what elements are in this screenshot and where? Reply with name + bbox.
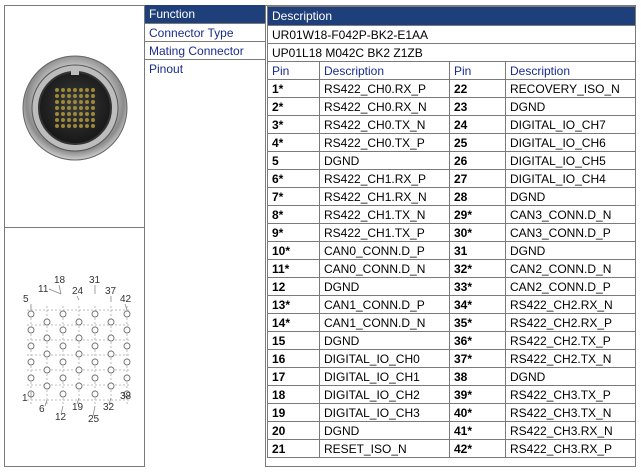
connector-contact <box>91 88 95 92</box>
pin-number-left: 15 <box>268 332 320 350</box>
connector-contact <box>91 124 95 128</box>
diagram-pin <box>92 391 98 397</box>
pin-number-right: 34* <box>450 296 506 314</box>
pinout-row <box>268 368 636 386</box>
pinout-row <box>268 350 636 368</box>
connector-contact <box>67 112 71 116</box>
pin-description-right: DIGITAL_IO_CH7 <box>506 116 636 134</box>
connector-type-row <box>268 26 636 44</box>
connector-contact <box>85 112 89 116</box>
pinout-row <box>268 188 636 206</box>
connector-contact <box>61 124 65 128</box>
mating-connector-value: UP01L18 M042C BK2 Z1ZB <box>268 44 636 62</box>
col-pin-left: Pin <box>268 62 320 80</box>
connector-contact <box>91 112 95 116</box>
diagram-pin <box>44 351 50 357</box>
col-desc-left: Description <box>320 62 450 80</box>
pinout-row <box>268 404 636 422</box>
diagram-pin <box>28 375 34 381</box>
connector-contact <box>67 94 71 98</box>
pin-description-left: RS422_CH0.RX_P <box>320 80 450 98</box>
pin-number-left: 6* <box>268 170 320 188</box>
connector-contact <box>61 100 65 104</box>
pinout-row <box>268 80 636 98</box>
col-pin-right: Pin <box>450 62 506 80</box>
pin-number-left: 18 <box>268 386 320 404</box>
connector-contact <box>79 118 83 122</box>
connector-type-value: UR01W18-F042P-BK2-E1AA <box>268 26 636 44</box>
pin-number-right: 28 <box>450 188 506 206</box>
pin-number-right: 26 <box>450 152 506 170</box>
pin-description-left: DIGITAL_IO_CH1 <box>320 368 450 386</box>
connector-photo <box>5 6 145 228</box>
diagram-pin <box>44 319 50 325</box>
pin-description-right: CAN3_CONN.D_N <box>506 206 636 224</box>
connector-contact <box>55 106 59 110</box>
pin-description-left: CAN1_CONN.D_P <box>320 296 450 314</box>
connector-contact <box>73 124 77 128</box>
connector-contact <box>55 124 59 128</box>
connector-contact <box>85 94 89 98</box>
pin-number-right: 33* <box>450 278 506 296</box>
pin-description-left: CAN0_CONN.D_N <box>320 260 450 278</box>
diagram-pin <box>76 351 82 357</box>
pinout-row <box>268 134 636 152</box>
pin-number-left: 19 <box>268 404 320 422</box>
pin-description-right: RS422_CH2.TX_N <box>506 350 636 368</box>
pin-description-left: CAN1_CONN.D_N <box>320 314 450 332</box>
diagram-pin <box>92 343 98 349</box>
pin-number-left: 14* <box>268 314 320 332</box>
connector-contact <box>91 94 95 98</box>
diagram-pin <box>124 375 130 381</box>
diagram-label-42: 42 <box>120 294 132 305</box>
pin-number-left: 3* <box>268 116 320 134</box>
function-column <box>144 5 266 467</box>
pin-number-right: 23 <box>450 98 506 116</box>
diagram-pin <box>92 311 98 317</box>
col-desc-right: Description <box>506 62 636 80</box>
connector-contact <box>91 100 95 104</box>
pin-number-left: 4* <box>268 134 320 152</box>
pin-description-left: RESET_ISO_N <box>320 440 450 458</box>
diagram-pin <box>76 367 82 373</box>
pinout-subheader-row <box>268 62 636 80</box>
diagram-pin <box>92 375 98 381</box>
pin-description-right: DIGITAL_IO_CH6 <box>506 134 636 152</box>
pinout-row <box>268 98 636 116</box>
connector-contact <box>55 118 59 122</box>
pin-number-right: 31 <box>450 242 506 260</box>
diagram-pin <box>124 311 130 317</box>
pinout-row <box>268 422 636 440</box>
diagram-pin <box>108 335 114 341</box>
pin-number-left: 17 <box>268 368 320 386</box>
pinout-row <box>268 314 636 332</box>
connector-contact <box>61 94 65 98</box>
connector-type-label: Connector Type <box>149 26 234 40</box>
diagram-pin <box>108 383 114 389</box>
diagram-pin <box>60 359 66 365</box>
diagram-label-32: 32 <box>103 402 115 413</box>
diagram-label-11: 11 <box>38 284 49 295</box>
connector-contact <box>79 94 83 98</box>
pin-description-left: DIGITAL_IO_CH2 <box>320 386 450 404</box>
pin-description-right: DGND <box>506 368 636 386</box>
pin-description-right: DGND <box>506 188 636 206</box>
connector-contact <box>91 106 95 110</box>
diagram-pin <box>108 367 114 373</box>
connector-contact <box>79 112 83 116</box>
diagram-label-31: 31 <box>89 275 101 286</box>
diagram-pin <box>92 327 98 333</box>
connector-contact <box>73 118 77 122</box>
pin-number-right: 29* <box>450 206 506 224</box>
diagram-pin <box>44 335 50 341</box>
header-description: Description <box>268 7 636 26</box>
pin-description-right: RECOVERY_ISO_N <box>506 80 636 98</box>
pin-description-right: DIGITAL_IO_CH4 <box>506 170 636 188</box>
pin-description-right: RS422_CH2.RX_N <box>506 296 636 314</box>
diagram-pin <box>60 343 66 349</box>
pin-description-right: DIGITAL_IO_CH5 <box>506 152 636 170</box>
diagram-label-6: 6 <box>39 404 45 415</box>
diagram-pin <box>124 327 130 333</box>
pin-number-right: 27 <box>450 170 506 188</box>
connector-spec-sheet <box>4 5 636 467</box>
connector-contact <box>79 100 83 104</box>
pin-number-right: 32* <box>450 260 506 278</box>
diagram-pin <box>60 311 66 317</box>
pin-description-left: RS422_CH0.TX_N <box>320 116 450 134</box>
pinout-label: Pinout <box>149 62 184 76</box>
diagram-label-38: 38 <box>120 391 132 402</box>
pin-description-right: RS422_CH3.RX_N <box>506 422 636 440</box>
connector-contact <box>73 106 77 110</box>
connector-contact <box>85 118 89 122</box>
pinout-row <box>268 440 636 458</box>
pin-number-right: 38 <box>450 368 506 386</box>
connector-contact <box>55 112 59 116</box>
pinout-row <box>268 260 636 278</box>
diagram-pin <box>108 319 114 325</box>
pin-description-right: RS422_CH3.TX_N <box>506 404 636 422</box>
table-header-row <box>268 7 636 26</box>
pin-description-right: CAN2_CONN.D_N <box>506 260 636 278</box>
pin-description-right: RS422_CH2.TX_P <box>506 332 636 350</box>
connector-contact <box>61 112 65 116</box>
pin-description-left: RS422_CH1.TX_N <box>320 206 450 224</box>
pin-description-right: DGND <box>506 98 636 116</box>
connector-contact <box>79 88 83 92</box>
pin-description-right: RS422_CH3.TX_P <box>506 386 636 404</box>
pin-description-left: RS422_CH1.TX_P <box>320 224 450 242</box>
pinout-row <box>268 170 636 188</box>
pin-description-left: DIGITAL_IO_CH3 <box>320 404 450 422</box>
pin-description-right: CAN2_CONN.D_P <box>506 278 636 296</box>
pin-number-right: 25 <box>450 134 506 152</box>
pin-number-right: 24 <box>450 116 506 134</box>
mating-connector-label-cell <box>145 42 265 60</box>
diagram-pin <box>124 343 130 349</box>
pin-description-right: DGND <box>506 242 636 260</box>
pin-number-right: 22 <box>450 80 506 98</box>
pinout-row <box>268 152 636 170</box>
connector-contact <box>61 106 65 110</box>
pin-number-right: 35* <box>450 314 506 332</box>
diagram-label-12: 12 <box>55 412 67 423</box>
connector-contact <box>61 88 65 92</box>
connector-contact <box>79 106 83 110</box>
diagram-pin <box>76 383 82 389</box>
pin-description-left: RS422_CH0.RX_N <box>320 98 450 116</box>
pin-description-left: RS422_CH1.RX_N <box>320 188 450 206</box>
pin-number-right: 39* <box>450 386 506 404</box>
function-header <box>145 5 265 24</box>
diagram-pin <box>92 359 98 365</box>
diagram-pin <box>76 319 82 325</box>
diagram-pin <box>60 327 66 333</box>
pin-number-right: 37* <box>450 350 506 368</box>
pinout-row <box>268 242 636 260</box>
diagram-pin <box>76 335 82 341</box>
pin-description-right: RS422_CH3.RX_P <box>506 440 636 458</box>
diagram-pin <box>60 375 66 381</box>
diagram-pin <box>44 383 50 389</box>
pinout-row <box>268 206 636 224</box>
pinout-table <box>267 6 636 458</box>
connector-contact <box>85 106 89 110</box>
diagram-pin <box>108 351 114 357</box>
pin-description-left: DIGITAL_IO_CH0 <box>320 350 450 368</box>
connector-contact <box>73 94 77 98</box>
connector-contact <box>73 100 77 104</box>
pin-description-left: CAN0_CONN.D_P <box>320 242 450 260</box>
diagram-label-24: 24 <box>72 286 84 297</box>
diagram-pin <box>28 343 34 349</box>
pin-number-left: 16 <box>268 350 320 368</box>
diagram-label-5: 5 <box>23 294 29 305</box>
diagram-pin <box>28 359 34 365</box>
pin-number-left: 5 <box>268 152 320 170</box>
mating-connector-label: Mating Connector <box>149 44 244 58</box>
connector-contact <box>91 118 95 122</box>
pin-number-left: 20 <box>268 422 320 440</box>
pin-number-right: 42* <box>450 440 506 458</box>
connector-contact <box>73 112 77 116</box>
diagram-pin <box>124 359 130 365</box>
pin-number-left: 8* <box>268 206 320 224</box>
pin-description-left: DGND <box>320 332 450 350</box>
function-header-label: Function <box>149 7 196 21</box>
pinout-row <box>268 386 636 404</box>
pin-number-right: 36* <box>450 332 506 350</box>
pin-description-left: DGND <box>320 422 450 440</box>
connector-contact <box>55 100 59 104</box>
pin-number-left: 10* <box>268 242 320 260</box>
pinout-row <box>268 332 636 350</box>
pin-layout-diagram <box>5 228 145 466</box>
pinout-row <box>268 116 636 134</box>
pin-number-right: 30* <box>450 224 506 242</box>
pinout-row <box>268 278 636 296</box>
pin-layout-diagram-image <box>5 228 145 466</box>
pin-number-right: 41* <box>450 422 506 440</box>
connector-photo-image <box>5 6 145 228</box>
diagram-label-1: 1 <box>22 393 28 404</box>
pin-description-left: DGND <box>320 152 450 170</box>
connector-contact <box>73 88 77 92</box>
diagram-label-37: 37 <box>105 286 117 297</box>
pinout-row <box>268 296 636 314</box>
diagram-label-18: 18 <box>54 275 66 286</box>
pin-number-left: 7* <box>268 188 320 206</box>
connector-contact <box>67 88 71 92</box>
connector-contact <box>67 106 71 110</box>
pin-description-left: RS422_CH1.RX_P <box>320 170 450 188</box>
connector-contact <box>67 100 71 104</box>
connector-contact <box>55 88 59 92</box>
connector-contact <box>85 88 89 92</box>
diagram-pin <box>60 391 66 397</box>
pin-description-right: RS422_CH2.RX_P <box>506 314 636 332</box>
pin-number-left: 13* <box>268 296 320 314</box>
pin-number-right: 40* <box>450 404 506 422</box>
pin-number-left: 11* <box>268 260 320 278</box>
pin-description-left: RS422_CH0.TX_P <box>320 134 450 152</box>
pin-number-left: 2* <box>268 98 320 116</box>
pin-number-left: 12 <box>268 278 320 296</box>
connector-contact <box>67 118 71 122</box>
connector-type-label-cell <box>145 24 265 42</box>
pinout-row <box>268 224 636 242</box>
pinout-label-cell <box>145 60 265 78</box>
diagram-pin <box>44 367 50 373</box>
diagram-label-19: 19 <box>72 402 84 413</box>
diagram-pin <box>28 327 34 333</box>
pin-number-left: 1* <box>268 80 320 98</box>
connector-contact <box>85 100 89 104</box>
pin-description-right: CAN3_CONN.D_P <box>506 224 636 242</box>
connector-contact <box>85 124 89 128</box>
pin-number-left: 21 <box>268 440 320 458</box>
mating-connector-row <box>268 44 636 62</box>
connector-contact <box>67 124 71 128</box>
connector-contact <box>79 124 83 128</box>
pin-number-left: 9* <box>268 224 320 242</box>
connector-contact <box>61 118 65 122</box>
diagram-pin <box>28 311 34 317</box>
diagram-label-25: 25 <box>88 414 100 425</box>
pin-description-left: DGND <box>320 278 450 296</box>
connector-contact <box>55 94 59 98</box>
